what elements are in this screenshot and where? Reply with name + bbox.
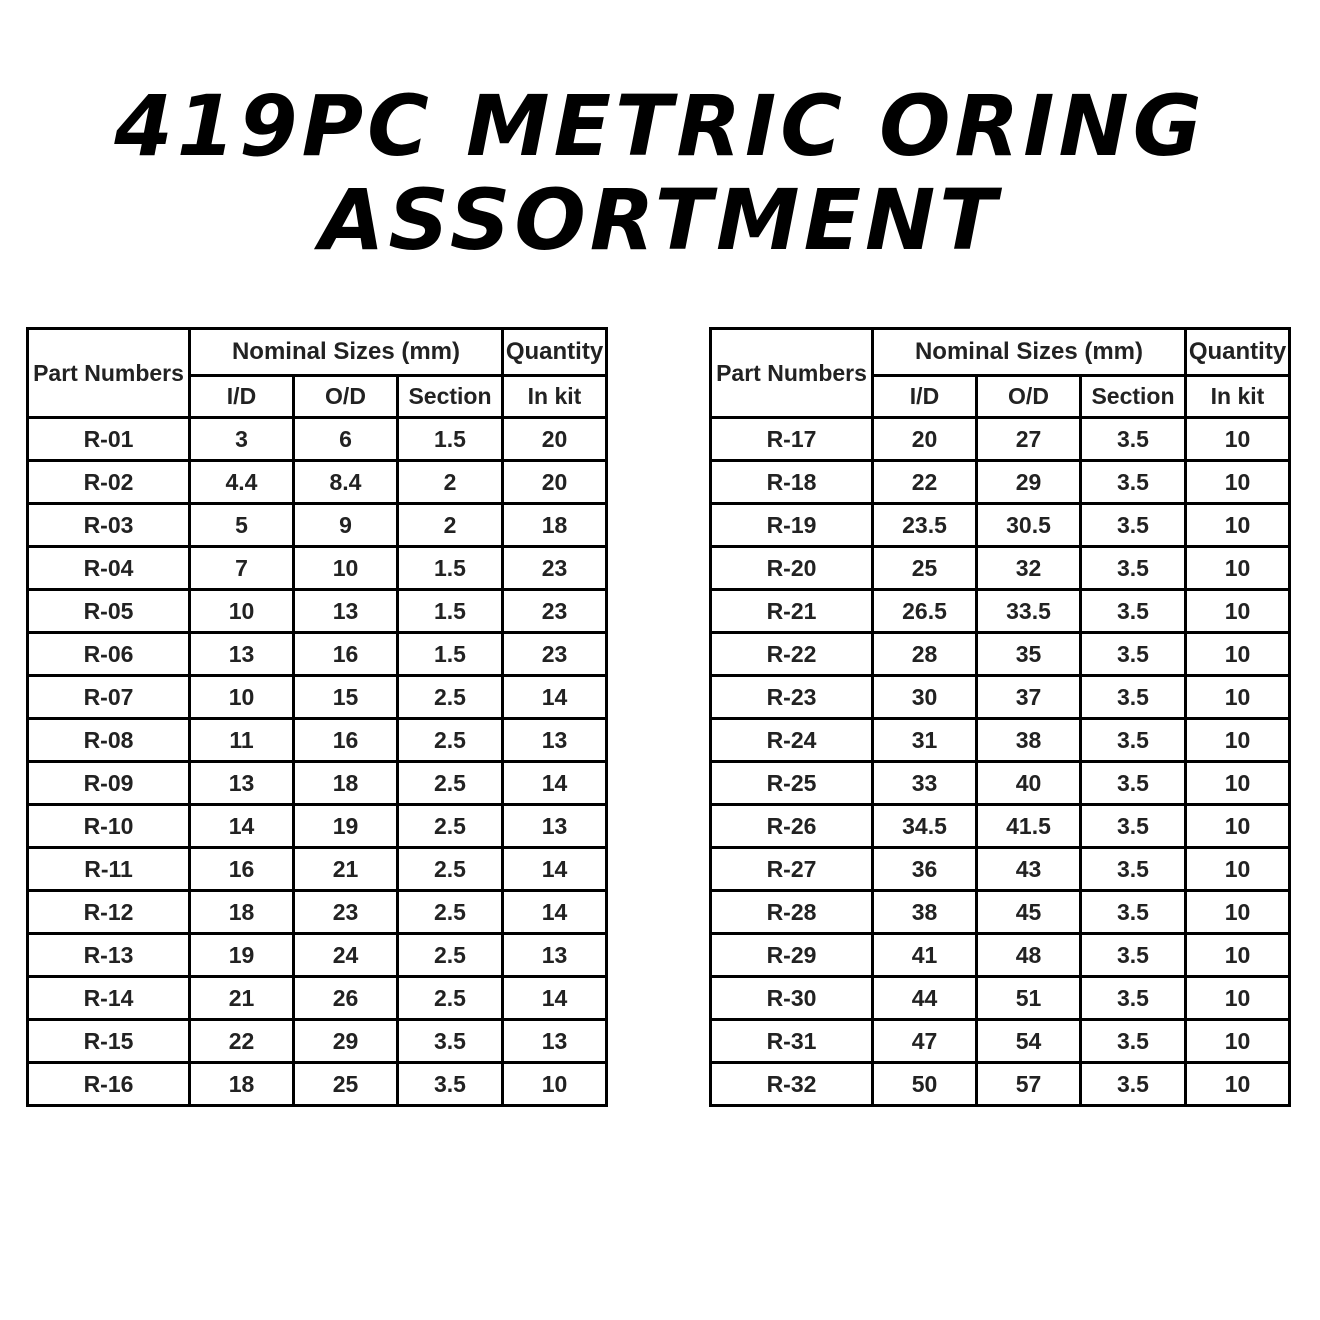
table-row [711,676,1290,719]
od-cell: 24 [294,934,398,977]
part-number-cell: R-10 [28,805,190,848]
section-cell: 2.5 [398,805,503,848]
id-cell: 11 [190,719,294,762]
quantity-cell: 10 [1186,1063,1290,1106]
part-number-cell: R-20 [711,547,873,590]
quantity-cell: 23 [503,547,607,590]
id-cell: 5 [190,504,294,547]
quantity-cell: 13 [503,1020,607,1063]
od-cell: 6 [294,418,398,461]
part-number-cell: R-13 [28,934,190,977]
section-cell: 3.5 [1081,418,1186,461]
od-cell: 54 [977,1020,1081,1063]
part-number-cell: R-11 [28,848,190,891]
quantity-cell: 10 [1186,719,1290,762]
quantity-cell: 23 [503,590,607,633]
section-cell: 2.5 [398,762,503,805]
part-numbers-header: Part Numbers [28,329,190,418]
od-cell: 35 [977,633,1081,676]
od-cell: 43 [977,848,1081,891]
table-row [28,1020,607,1063]
table-row [28,590,607,633]
part-number-cell: R-05 [28,590,190,633]
od-cell: 19 [294,805,398,848]
id-cell: 25 [873,547,977,590]
part-number-cell: R-08 [28,719,190,762]
table-row [711,977,1290,1020]
part-number-cell: R-17 [711,418,873,461]
quantity-cell: 18 [503,504,607,547]
section-header: Section [398,376,503,418]
part-number-cell: R-14 [28,977,190,1020]
section-cell: 2.5 [398,676,503,719]
part-number-cell: R-09 [28,762,190,805]
table-row [28,977,607,1020]
od-cell: 57 [977,1063,1081,1106]
od-header: O/D [294,376,398,418]
quantity-cell: 20 [503,461,607,504]
part-number-cell: R-26 [711,805,873,848]
part-number-cell: R-19 [711,504,873,547]
section-cell: 3.5 [1081,590,1186,633]
section-cell: 3.5 [1081,891,1186,934]
id-cell: 36 [873,848,977,891]
section-cell: 1.5 [398,633,503,676]
part-number-cell: R-06 [28,633,190,676]
quantity-cell: 14 [503,848,607,891]
section-cell: 3.5 [1081,977,1186,1020]
quantity-cell: 10 [1186,977,1290,1020]
id-cell: 28 [873,633,977,676]
od-cell: 51 [977,977,1081,1020]
part-number-cell: R-03 [28,504,190,547]
od-cell: 10 [294,547,398,590]
table-row [711,590,1290,633]
id-cell: 4.4 [190,461,294,504]
quantity-cell: 10 [1186,547,1290,590]
part-number-cell: R-02 [28,461,190,504]
nominal-sizes-header: Nominal Sizes (mm) [190,329,503,376]
id-cell: 13 [190,633,294,676]
quantity-cell: 10 [1186,848,1290,891]
id-cell: 14 [190,805,294,848]
quantity-cell: 14 [503,891,607,934]
section-cell: 1.5 [398,590,503,633]
part-number-cell: R-15 [28,1020,190,1063]
part-number-cell: R-01 [28,418,190,461]
oring-table-right [709,327,1291,1107]
table-row [711,504,1290,547]
quantity-cell: 10 [1186,418,1290,461]
id-cell: 41 [873,934,977,977]
od-cell: 13 [294,590,398,633]
quantity-cell: 10 [1186,1020,1290,1063]
part-number-cell: R-32 [711,1063,873,1106]
id-cell: 26.5 [873,590,977,633]
table-row [711,719,1290,762]
table-row [28,891,607,934]
od-cell: 21 [294,848,398,891]
part-number-cell: R-07 [28,676,190,719]
table-row [711,805,1290,848]
section-cell: 2.5 [398,719,503,762]
quantity-cell: 23 [503,633,607,676]
table-row [711,934,1290,977]
section-cell: 3.5 [398,1020,503,1063]
table-row [28,633,607,676]
od-cell: 8.4 [294,461,398,504]
od-cell: 9 [294,504,398,547]
table-row [711,1020,1290,1063]
quantity-cell: 13 [503,719,607,762]
od-cell: 29 [294,1020,398,1063]
table-row [28,461,607,504]
od-cell: 41.5 [977,805,1081,848]
section-cell: 2.5 [398,848,503,891]
quantity-cell: 10 [503,1063,607,1106]
section-cell: 2 [398,461,503,504]
section-cell: 3.5 [1081,1063,1186,1106]
quantity-header: Quantity [503,329,607,376]
id-cell: 21 [190,977,294,1020]
section-cell: 3.5 [1081,1020,1186,1063]
id-cell: 23.5 [873,504,977,547]
section-cell: 3.5 [1081,633,1186,676]
table-row [28,418,607,461]
id-cell: 19 [190,934,294,977]
part-number-cell: R-16 [28,1063,190,1106]
table-row [28,504,607,547]
od-cell: 26 [294,977,398,1020]
section-cell: 2.5 [398,977,503,1020]
quantity-cell: 10 [1186,461,1290,504]
quantity-cell: 10 [1186,891,1290,934]
section-cell: 3.5 [1081,805,1186,848]
table-row [711,1063,1290,1106]
id-cell: 18 [190,891,294,934]
id-cell: 3 [190,418,294,461]
part-number-cell: R-18 [711,461,873,504]
id-cell: 7 [190,547,294,590]
id-cell: 30 [873,676,977,719]
quantity-cell: 14 [503,977,607,1020]
id-header: I/D [190,376,294,418]
part-number-cell: R-27 [711,848,873,891]
part-number-cell: R-22 [711,633,873,676]
oring-table-left [26,327,608,1107]
quantity-header: Quantity [1186,329,1290,376]
quantity-cell: 20 [503,418,607,461]
nominal-sizes-header: Nominal Sizes (mm) [873,329,1186,376]
od-cell: 32 [977,547,1081,590]
table-row [28,676,607,719]
quantity-cell: 10 [1186,633,1290,676]
section-cell: 3.5 [1081,719,1186,762]
id-cell: 22 [190,1020,294,1063]
od-cell: 30.5 [977,504,1081,547]
part-number-cell: R-12 [28,891,190,934]
part-number-cell: R-04 [28,547,190,590]
id-cell: 10 [190,590,294,633]
part-numbers-header: Part Numbers [711,329,873,418]
id-cell: 50 [873,1063,977,1106]
section-cell: 2.5 [398,891,503,934]
od-cell: 37 [977,676,1081,719]
table-body [28,418,607,1106]
table-row [28,848,607,891]
part-number-cell: R-29 [711,934,873,977]
section-cell: 3.5 [398,1063,503,1106]
quantity-cell: 10 [1186,676,1290,719]
page-title: 419PC METRIC ORING [114,77,1206,175]
id-cell: 22 [873,461,977,504]
page-title-line2: ASSORTMENT [319,171,1001,269]
od-cell: 33.5 [977,590,1081,633]
part-number-cell: R-21 [711,590,873,633]
od-cell: 18 [294,762,398,805]
id-cell: 44 [873,977,977,1020]
table-row [711,762,1290,805]
od-cell: 16 [294,633,398,676]
od-cell: 48 [977,934,1081,977]
table-row [711,891,1290,934]
id-cell: 34.5 [873,805,977,848]
section-cell: 3.5 [1081,547,1186,590]
quantity-cell: 10 [1186,504,1290,547]
table-row [711,418,1290,461]
id-cell: 20 [873,418,977,461]
quantity-cell: 10 [1186,934,1290,977]
in-kit-header: In kit [503,376,607,418]
quantity-cell: 10 [1186,805,1290,848]
section-cell: 3.5 [1081,504,1186,547]
part-number-cell: R-31 [711,1020,873,1063]
od-cell: 40 [977,762,1081,805]
table-row [28,805,607,848]
od-cell: 15 [294,676,398,719]
section-cell: 1.5 [398,418,503,461]
od-header: O/D [977,376,1081,418]
id-cell: 47 [873,1020,977,1063]
quantity-cell: 10 [1186,762,1290,805]
id-cell: 16 [190,848,294,891]
part-number-cell: R-24 [711,719,873,762]
od-cell: 45 [977,891,1081,934]
section-cell: 2.5 [398,934,503,977]
od-cell: 29 [977,461,1081,504]
quantity-cell: 14 [503,676,607,719]
table-row [711,848,1290,891]
part-number-cell: R-23 [711,676,873,719]
id-cell: 31 [873,719,977,762]
id-cell: 38 [873,891,977,934]
quantity-cell: 10 [1186,590,1290,633]
od-cell: 27 [977,418,1081,461]
section-cell: 3.5 [1081,762,1186,805]
id-cell: 33 [873,762,977,805]
table-row [711,547,1290,590]
od-cell: 23 [294,891,398,934]
table-row [711,461,1290,504]
part-number-cell: R-25 [711,762,873,805]
in-kit-header: In kit [1186,376,1290,418]
section-cell: 3.5 [1081,848,1186,891]
od-cell: 25 [294,1063,398,1106]
id-cell: 18 [190,1063,294,1106]
table-row [28,762,607,805]
table-row [28,934,607,977]
section-cell: 1.5 [398,547,503,590]
od-cell: 16 [294,719,398,762]
quantity-cell: 13 [503,934,607,977]
id-cell: 10 [190,676,294,719]
table-body [711,418,1290,1106]
id-header: I/D [873,376,977,418]
part-number-cell: R-30 [711,977,873,1020]
part-number-cell: R-28 [711,891,873,934]
section-cell: 2 [398,504,503,547]
section-cell: 3.5 [1081,934,1186,977]
section-cell: 3.5 [1081,676,1186,719]
id-cell: 13 [190,762,294,805]
section-header: Section [1081,376,1186,418]
quantity-cell: 13 [503,805,607,848]
table-row [28,547,607,590]
od-cell: 38 [977,719,1081,762]
table-row [711,633,1290,676]
table-row [28,1063,607,1106]
table-row [28,719,607,762]
section-cell: 3.5 [1081,461,1186,504]
quantity-cell: 14 [503,762,607,805]
